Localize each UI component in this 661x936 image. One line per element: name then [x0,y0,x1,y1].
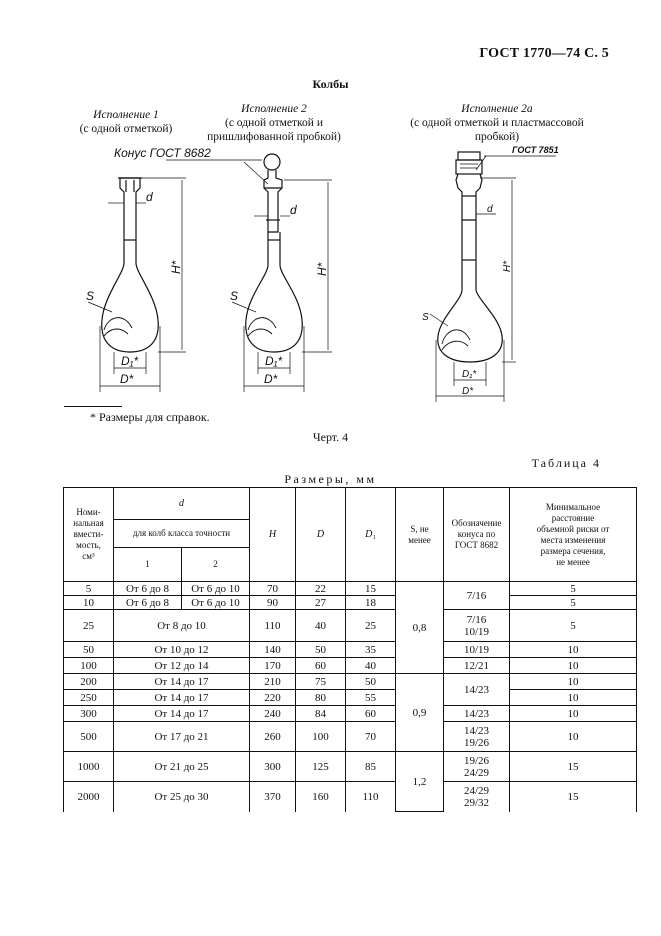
table-row: 1000 От 21 до 25 300 125 85 1,2 19/26 24/29 15 [64,752,637,782]
flask-1-D-label: D* [120,372,134,386]
col-min-distance: Минимальное расстояние объемной риски от места изменения размера сечения, не менее [510,488,637,582]
col-d: d [114,488,250,520]
flask-1-H-label: H* [169,260,183,274]
flask-2-d-label: d [290,203,297,217]
variant-1-desc: (с одной отметкой) [79,123,173,135]
col-H: H [250,488,296,582]
variant-1-name: Исполнение 1 [93,109,159,121]
flask-2-H-label: H* [315,262,329,276]
footnote: * Размеры для справок. [90,410,210,424]
variant-2-caption [196,102,352,144]
figure-caption: Черт. 4 [312,430,349,444]
flask-2a-D1-label: D₁* [462,369,477,380]
table-row: 5 От 6 до 8 От 6 до 10 70 22 15 0,8 7/16 5 [64,582,637,596]
variant-2a-desc-line1: (с одной отметкой и пластмассовой [410,117,584,129]
flask-2a-D-label: D* [462,386,474,397]
variant-1-caption [62,108,190,136]
table-row: 500 От 17 до 21 260 100 70 14/23 19/26 10 [64,722,637,752]
col-capacity: Номи- нальная вмести- мость, см³ [64,488,114,582]
variant-2-desc-line2: пришлифованной пробкой) [207,131,341,143]
flask-2a-H-label: H* [502,260,513,272]
col-D: D [296,488,346,582]
s-group-1: 0,8 [396,582,444,674]
table-row: 10 От 6 до 8 От 6 до 10 90 27 18 5 [64,596,637,610]
s-group-3: 1,2 [396,752,444,812]
table-row: 250 От 14 до 17 220 80 55 10 [64,690,637,706]
flask-drawings [0,140,661,405]
col-S: S, не менее [396,488,444,582]
cone-label: Конус ГОСТ 8682 [114,146,211,160]
flask-1-D1-label: D₁* [121,354,139,368]
variant-2-name: Исполнение 2 [241,103,307,115]
cone-group-200-250: 14/23 [444,674,510,706]
variant-2-desc-line1: (с одной отметкой и [225,117,323,129]
flask-2a-drawing [430,152,556,402]
flask-2-drawing [166,154,332,392]
flask-2a-S-label: S [422,312,429,323]
col-d-sub: для колб класса точности [114,520,250,548]
table-row: 50 От 10 до 12 140 50 35 10/19 10 [64,642,637,658]
col-class-2: 2 [182,548,250,582]
dimensions-table [63,487,637,812]
table-row: 25 От 8 до 10 110 40 25 7/16 10/19 5 [64,610,637,642]
figure-title: Колбы [312,77,349,91]
variant-2a-caption [392,102,602,144]
table-row: 2000 От 25 до 30 370 160 110 24/29 29/32 15 [64,782,637,812]
col-class-1: 1 [114,548,182,582]
flask-1-S-label: S [86,289,95,303]
flask-1-d-label: d [146,190,153,204]
gost-cap-label: ГОСТ 7851 [512,145,559,155]
s-group-2: 0,9 [396,674,444,752]
variant-2a-desc-line2: пробкой) [474,131,520,143]
flask-2-D1-label: D₁* [265,354,283,368]
table-caption: Таблица 4 [531,456,601,470]
col-D1: D₁ [346,488,396,582]
page-header: ГОСТ 1770—74 С. 5 [479,46,609,61]
table-subtitle: Размеры, мм [284,472,377,486]
footnote-rule [64,406,122,407]
table-row: 200 От 14 до 17 210 75 50 0,9 14/23 10 [64,674,637,690]
variant-2a-name: Исполнение 2а [461,103,533,115]
table-row: 300 От 14 до 17 240 84 60 14/23 10 [64,706,637,722]
col-cone: Обозначение конуса по ГОСТ 8682 [444,488,510,582]
flask-2a-d-label: d [487,204,493,215]
cone-group-5-10: 7/16 [444,582,510,610]
flask-2-S-label: S [230,289,239,303]
table-row: 100 От 12 до 14 170 60 40 12/21 10 [64,658,637,674]
flask-2-D-label: D* [264,372,278,386]
